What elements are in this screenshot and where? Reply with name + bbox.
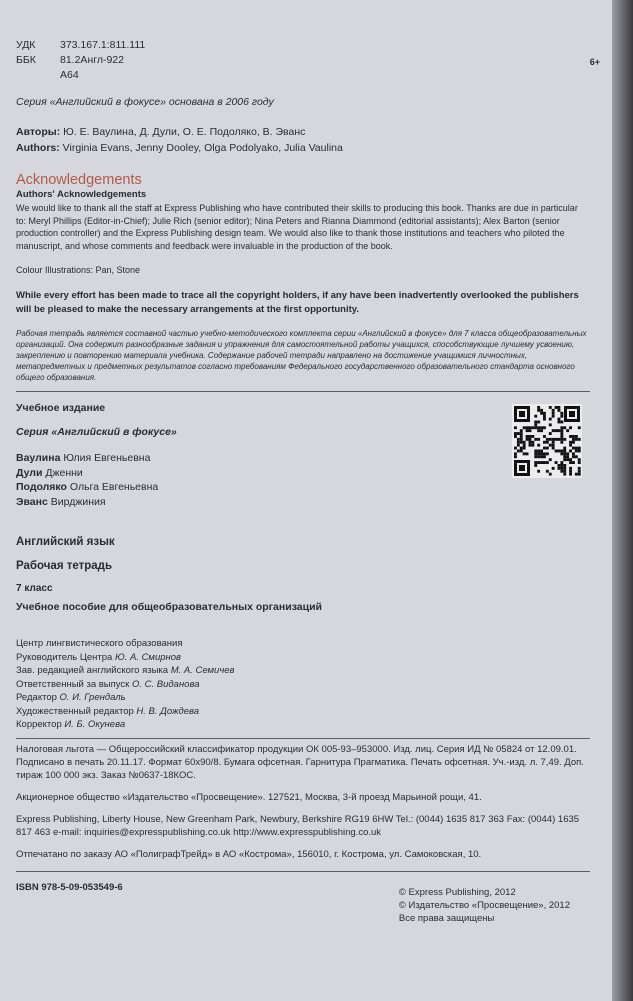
- grade-label: 7 класс: [16, 583, 53, 594]
- staff-list: [16, 637, 590, 732]
- colour-illustrations: Colour Illustrations: Pan, Stone: [16, 265, 141, 275]
- bottom-block: [16, 871, 590, 952]
- author-name: Подоляко Ольга Евгеньевна: [16, 481, 159, 493]
- acknowledgements-text: We would like to thank all the staff at Express Publishing who have contributed their skills to producing this book. Thanks are due in particular to: Meryl Phillips (Editor-in-Chief); Julie Rich (senior editor); Nina Peters and Rianna Diammond (editorial assistants); Alex Barton (senior production controller) and the Express Publishing design team. We would also like to thank those institutions and teachers who piloted the manuscript, and whose comments and feedback were invaluable in the production of the book.: [16, 203, 578, 251]
- staff-row: Художественный редактор Н. В. Дождева: [16, 705, 200, 717]
- acknowledgements-subtitle: Authors' Acknowledgements: [16, 189, 147, 200]
- classification-codes: [16, 38, 590, 83]
- author-name: Эванс Вирджиния: [16, 495, 106, 508]
- staff-row: Руководитель Центра Ю. А. Смирнов: [16, 651, 181, 663]
- staff-row: Корректор И. Б. Окунева: [16, 719, 126, 730]
- staff-row: Редактор О. И. Грендаль: [16, 692, 126, 703]
- rights-line: © Express Publishing, 2012: [398, 886, 516, 898]
- tax-line: Налоговая льгота — Общероссийский классификатор продукции ОК 005-93–953000. Изд. лиц. Серия ИД № 05824 от 12.09.01. Подписано в печать 20.11.17. Формат 60х90/8. Бумага офсетная. Гарнитура Прагматика. Печать офсетная. Уч.-изд. л. 7,49. Доп. тираж 100 000 экз. Заказ №0637-18КОС.: [16, 743, 584, 781]
- manual-label: Учебное пособие для общеобразовательных организаций: [16, 601, 322, 613]
- author-names: [16, 451, 590, 509]
- workbook-title: Рабочая тетрадь: [16, 560, 113, 572]
- rights-line: Все права защищены: [398, 912, 495, 924]
- publisher-line: Акционерное общество «Издательство «Просвещение». 127521, Москва, 3-й проезд Марьиной рощи, 41.: [16, 791, 482, 803]
- rights-line: © Издательство «Просвещение», 2012: [398, 899, 570, 911]
- code-row: А64: [60, 69, 79, 81]
- author-name: Дули Дженни: [16, 466, 83, 479]
- authors-ru-label: Авторы:: [16, 126, 61, 138]
- express-line: Express Publishing, Liberty House, New Greenham Park, Newbury, Berkshire RG19 6HW Tel.: (0044) 1635 817 363 Fax: (0044) 1635 817 463 e-mail: inquiries@expresspublishing.co.uk http://www.expresspublishing.co.uk: [16, 813, 580, 838]
- code-row: ББК 81.2Англ-922: [16, 54, 124, 66]
- authors-block: [16, 124, 590, 156]
- authors-en-label: Authors:: [16, 142, 60, 154]
- rights-block: [399, 886, 570, 925]
- isbn: ISBN 978-5-09-053549-6: [16, 881, 123, 893]
- qr-code: [512, 404, 582, 488]
- staff-row: Центр лингвистического образования: [16, 638, 183, 649]
- staff-row: Зав. редакцией английского языка М. А. Семичев: [16, 665, 235, 676]
- author-name: Ваулина Юлия Евгеньевна: [16, 452, 151, 464]
- authors-ru: Ю. Е. Ваулина, Д. Дули, О. Е. Подоляко, В. Эванс: [63, 126, 306, 138]
- subject-title: Английский язык: [16, 536, 115, 548]
- acknowledgements-title: Acknowledgements: [16, 172, 142, 188]
- authors-en: Virginia Evans, Jenny Dooley, Olga Podolyako, Julia Vaulina: [62, 142, 343, 154]
- workbook-description: Рабочая тетрадь является составной частью учебно-методического комплекта серии «Английский в фокусе» для 7 класса общеобразовательных организаций. Она содержит разнообразные задания и упражнения для самостоятельной работы учащихся, способствующие лучшему усвоению, закреплению и повторению материала учебника. Содержание рабочей тетради направлено на достижение учащимися личностных, метапредметных и предметных результатов согласно требованиям Федерального государственного образовательного стандарта основного общего образования.: [16, 329, 587, 382]
- series-line: Серия «Английский в фокусе» основана в 2006 году: [16, 96, 274, 108]
- code-row: УДК 373.167.1:811.111: [16, 39, 146, 51]
- edition-heading: Учебное издание: [16, 402, 106, 414]
- age-rating: 6+: [589, 57, 600, 67]
- staff-row: Ответственный за выпуск О. С. Виданова: [16, 678, 200, 690]
- copyright-note: While every effort has been made to trace all the copyright holders, if any have been inadvertently overlooked the publishers will be pleased to make the necessary arrangements at the first opportunity.: [16, 290, 579, 315]
- qr-code-image: [512, 404, 582, 478]
- page-edge: [612, 0, 633, 1001]
- printed-line: Отпечатано по заказу АО «ПолиграфТрейд» в АО «Кострома», 156010, г. Кострома, ул. Самоковская, 10.: [16, 848, 482, 860]
- edition-series: Серия «Английский в фокусе»: [16, 426, 177, 438]
- imprint-details: [16, 738, 590, 861]
- edition-block: [16, 391, 590, 509]
